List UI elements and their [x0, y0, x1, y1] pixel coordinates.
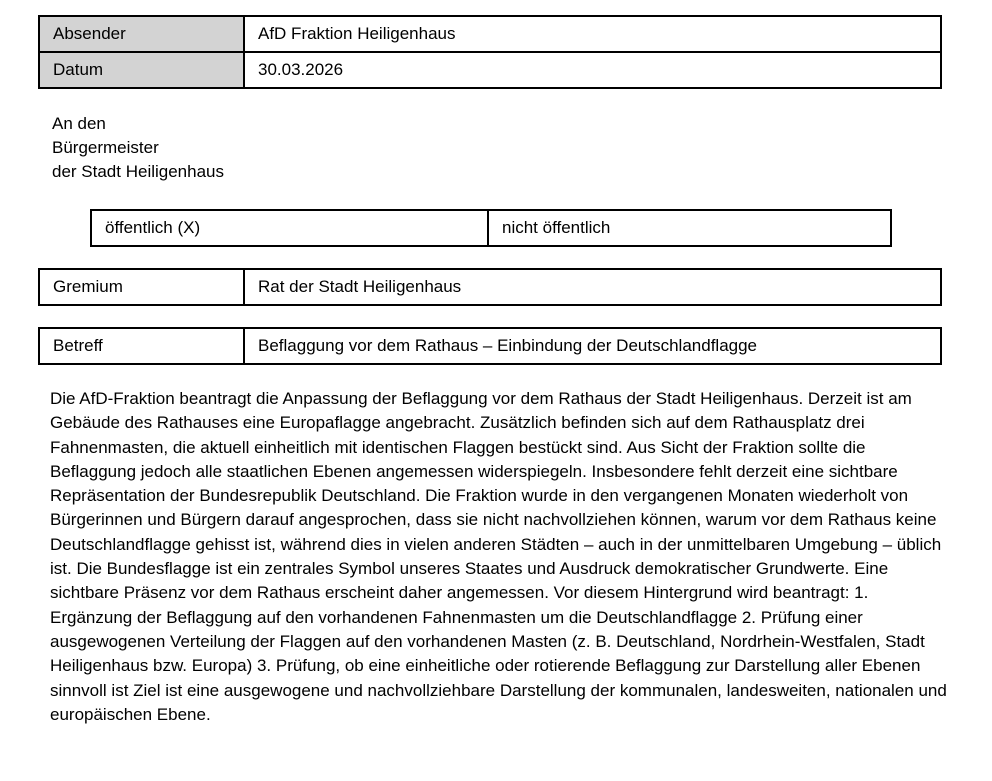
betreff-label: Betreff	[53, 336, 103, 355]
table-row	[40, 270, 940, 304]
public-cell	[92, 211, 489, 245]
table-row	[92, 211, 890, 245]
recipient-line: der Stadt Heiligenhaus	[52, 162, 225, 181]
gremium-value: Rat der Stadt Heiligenhaus	[258, 277, 462, 296]
recipient-line: An den	[52, 114, 106, 133]
table-row	[40, 51, 940, 87]
datum-value-cell	[245, 53, 940, 87]
betreff-label-cell	[40, 329, 245, 363]
datum-label-cell	[40, 53, 245, 87]
betreff-value-cell	[245, 329, 940, 363]
datum-label: Datum	[53, 60, 104, 79]
absender-label-cell	[40, 17, 245, 51]
gremium-value-cell	[245, 270, 940, 304]
recipient-line: Bürgermeister	[52, 138, 159, 157]
absender-value: AfD Fraktion Heiligenhaus	[258, 24, 456, 43]
gremium-label-cell	[40, 270, 245, 304]
table-row	[40, 17, 940, 51]
recipient-address	[52, 112, 224, 184]
sender-date-table	[38, 15, 942, 89]
table-row	[40, 329, 940, 363]
betreff-value: Beflaggung vor dem Rathaus – Einbindung der Deutschlandflagge	[258, 336, 758, 355]
absender-value-cell	[245, 17, 940, 51]
gremium-table	[38, 268, 942, 306]
gremium-label: Gremium	[53, 277, 123, 296]
visibility-table	[90, 209, 892, 247]
betreff-table	[38, 327, 942, 365]
datum-value: 30.03.2026	[258, 60, 344, 79]
non-public-label: nicht öffentlich	[502, 218, 611, 237]
non-public-cell	[489, 211, 888, 245]
absender-label: Absender	[53, 24, 126, 43]
motion-body-text: Die AfD-Fraktion beantragt die Anpassung der Beflaggung vor dem Rathaus der Stadt Heiligenhaus. Derzeit ist am Gebäude des Rathauses eine Europaflagge angebracht. Zusätzlich befinden sich auf dem Rathausplatz drei Fahnenmasten, die aktuell einheitlich mit identischen Flaggen bestückt sind. Aus Sicht der Fraktion sollte die Beflaggung jedoch alle staatlichen Ebenen angemessen widerspiegeln. Insbesondere fehlt derzeit eine sichtbare Repräsentation der Bundesrepublik Deutschland. Die Fraktion wurde in den vergangenen Monaten wiederholt von Bürgerinnen und Bürgern darauf angesprochen, dass sie nicht nachvollziehen können, warum vor dem Rathaus keine Deutschlandflagge gehisst ist, während dies in vielen anderen Städten – auch in der unmittelbaren Umgebung – üblich ist. Die Bundesflagge ist ein zentrales Symbol unseres Staates und Ausdruck demokratischer Grundwerte. Eine sichtbare Präsenz vor dem Rathaus erscheint daher angemessen. Vor diesem Hintergrund wird beantragt: 1. Ergänzung der Beflaggung auf den vorhandenen Fahnenmasten um die Deutschlandflagge 2. Prüfung einer ausgewogenen Verteilung der Flaggen auf den vorhandenen Masten (z. B. Deutschland, Nordrhein-Westfalen, Stadt Heiligenhaus bzw. Europa) 3. Prüfung, ob eine einheitliche oder rotierende Beflaggung zur Darstellung aller Ebenen sinnvoll ist Ziel ist eine ausgewogene und nachvollziehbare Darstellung der kommunalen, landesweiten, nationalen und europäischen Ebene.	[50, 389, 947, 724]
public-label: öffentlich (X)	[105, 218, 201, 237]
